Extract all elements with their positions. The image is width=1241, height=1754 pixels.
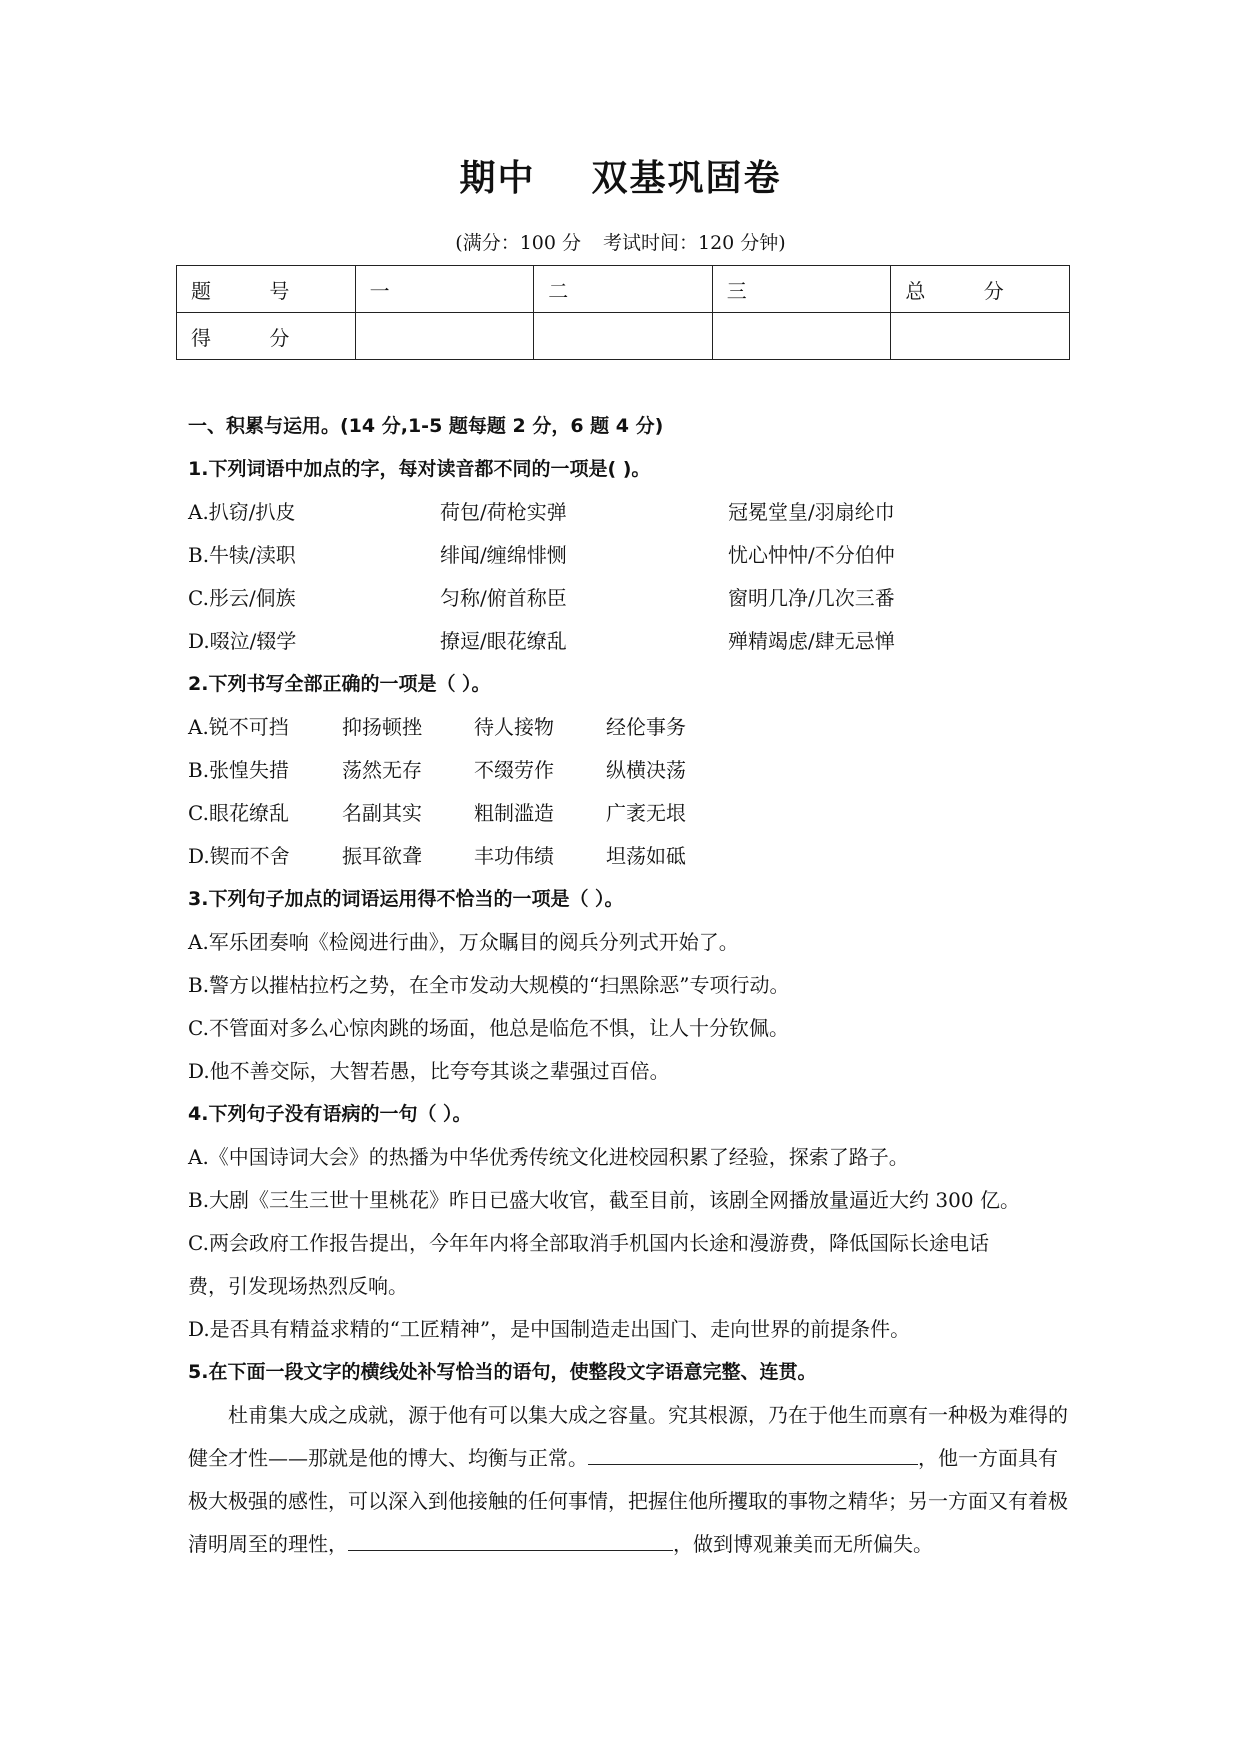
option-text: 绯闻/缠绵悱恻 [440, 543, 567, 567]
option-text: B.张惶失措 [188, 758, 290, 782]
question-1-stem: 1.下列词语中加点的字，每对读音都不同的一项是( )。 [188, 458, 651, 480]
section-heading: 一、积累与运用。(14 分,1-5 题每题 2 分，6 题 4 分) [188, 415, 664, 437]
score-table-header-row [177, 266, 1070, 313]
score-cell: 得 分 [177, 313, 356, 360]
answer-blank-2[interactable] [348, 1524, 673, 1551]
q3-option-b[interactable]: B.警方以摧枯拉朽之势，在全市发动大规模的“扫黑除恶”专项行动。 [188, 973, 790, 997]
q2-option-a[interactable] [188, 706, 1068, 749]
score-cell: 三 [712, 266, 891, 313]
q3-option-a[interactable]: A.军乐团奏响《检阅进行曲》，万众瞩目的阅兵分列式开始了。 [188, 930, 739, 954]
exam-body [188, 405, 1068, 1566]
q4-option-c[interactable]: C.两会政府工作报告提出，今年年内将全部取消手机国内长途和漫游费，降低国际长途电话 [188, 1231, 989, 1255]
score-input-cell[interactable] [891, 313, 1070, 360]
q1-option-d[interactable] [188, 620, 1068, 663]
q5-passage-part-a: 杜甫集大成之成就，源于他有可以集大成之容量。究其根源，乃在于他生而禀有一种极为难得的健全才性——那就是他的博大、均衡与正常。 [188, 1403, 1068, 1470]
option-text: 经伦事务 [606, 715, 686, 739]
option-text: 丰功伟绩 [474, 844, 554, 868]
score-cell: 题 号 [177, 266, 356, 313]
answer-blank-1[interactable] [588, 1438, 918, 1465]
exam-title-part1: 期中 [459, 158, 536, 199]
score-table [176, 265, 1070, 360]
q4-option-b[interactable]: B.大剧《三生三世十里桃花》昨日已盛大收官，截至目前，该剧全网播放量逼近大约 300 亿。 [188, 1188, 1020, 1212]
option-text: 待人接物 [474, 715, 554, 739]
score-input-cell[interactable] [355, 313, 534, 360]
option-text: A.扒窃/扒皮 [188, 500, 296, 524]
option-text: D.啜泣/辍学 [188, 629, 297, 653]
q2-option-d[interactable] [188, 835, 1068, 878]
score-cell: 一 [355, 266, 534, 313]
q1-option-b[interactable] [188, 534, 1068, 577]
option-text: 振耳欲聋 [342, 844, 422, 868]
full-score-text: (满分：100 分 [455, 232, 581, 254]
score-cell: 二 [534, 266, 713, 313]
q4-option-a[interactable]: A.《中国诗词大会》的热播为中华优秀传统文化进校园积累了经验，探索了路子。 [188, 1145, 909, 1169]
score-input-cell[interactable] [534, 313, 713, 360]
score-cell: 总 分 [891, 266, 1070, 313]
q2-option-c[interactable] [188, 792, 1068, 835]
q1-option-a[interactable] [188, 491, 1068, 534]
option-text: 广袤无垠 [606, 801, 686, 825]
q5-passage-part-b: ，他一方面具有极大极强的感性，可以深入到他接触的任何事情，把握住他所攫取的事物之精华；另一方面又有着极清明周至的理性， [188, 1446, 1068, 1556]
question-3-stem: 3.下列句子加点的词语运用得不恰当的一项是（ ）。 [188, 888, 624, 910]
option-text: 忧心忡忡/不分伯仲 [728, 543, 895, 567]
option-text: 坦荡如砥 [606, 844, 686, 868]
score-table-score-row [177, 313, 1070, 360]
exam-subtitle [0, 228, 1241, 255]
option-text: C.眼花缭乱 [188, 801, 289, 825]
option-text: 撩逗/眼花缭乱 [440, 629, 567, 653]
option-text: C.彤云/侗族 [188, 586, 296, 610]
exam-time-text: 考试时间：120 分钟) [603, 232, 786, 254]
question-4-stem: 4.下列句子没有语病的一句（ ）。 [188, 1103, 472, 1125]
q5-passage-part-c: ，做到博观兼美而无所偏失。 [673, 1532, 933, 1556]
option-text: 荷包/荷枪实弹 [440, 500, 567, 524]
option-text: B.牛犊/渎职 [188, 543, 296, 567]
q1-option-c[interactable] [188, 577, 1068, 620]
option-text: 窗明几净/几次三番 [728, 586, 895, 610]
exam-title-part2: 双基巩固卷 [591, 158, 782, 199]
option-text: 纵横决荡 [606, 758, 686, 782]
exam-title [0, 150, 1241, 201]
option-text: A.锐不可挡 [188, 715, 289, 739]
option-text: 抑扬顿挫 [342, 715, 422, 739]
q2-option-b[interactable] [188, 749, 1068, 792]
option-text: D.锲而不舍 [188, 844, 290, 868]
q5-passage [188, 1394, 1068, 1566]
option-text: 殚精竭虑/肆无忌惮 [728, 629, 895, 653]
question-2-stem: 2.下列书写全部正确的一项是（ ）。 [188, 673, 491, 695]
option-text: 不缀劳作 [474, 758, 554, 782]
q4-option-d[interactable]: D.是否具有精益求精的“工匠精神”，是中国制造走出国门、走向世界的前提条件。 [188, 1317, 911, 1341]
option-text: 冠冕堂皇/羽扇纶巾 [728, 500, 895, 524]
option-text: 匀称/俯首称臣 [440, 586, 567, 610]
question-5-stem: 5.在下面一段文字的横线处补写恰当的语句，使整段文字语意完整、连贯。 [188, 1361, 817, 1383]
score-input-cell[interactable] [712, 313, 891, 360]
option-text: 荡然无存 [342, 758, 422, 782]
q3-option-c[interactable]: C.不管面对多么心惊肉跳的场面，他总是临危不惧，让人十分钦佩。 [188, 1016, 789, 1040]
q3-option-d[interactable]: D.他不善交际，大智若愚，比夸夸其谈之辈强过百倍。 [188, 1059, 670, 1083]
q4-option-c-continued[interactable]: 费，引发现场热烈反响。 [188, 1274, 408, 1298]
option-text: 粗制滥造 [474, 801, 554, 825]
option-text: 名副其实 [342, 801, 422, 825]
